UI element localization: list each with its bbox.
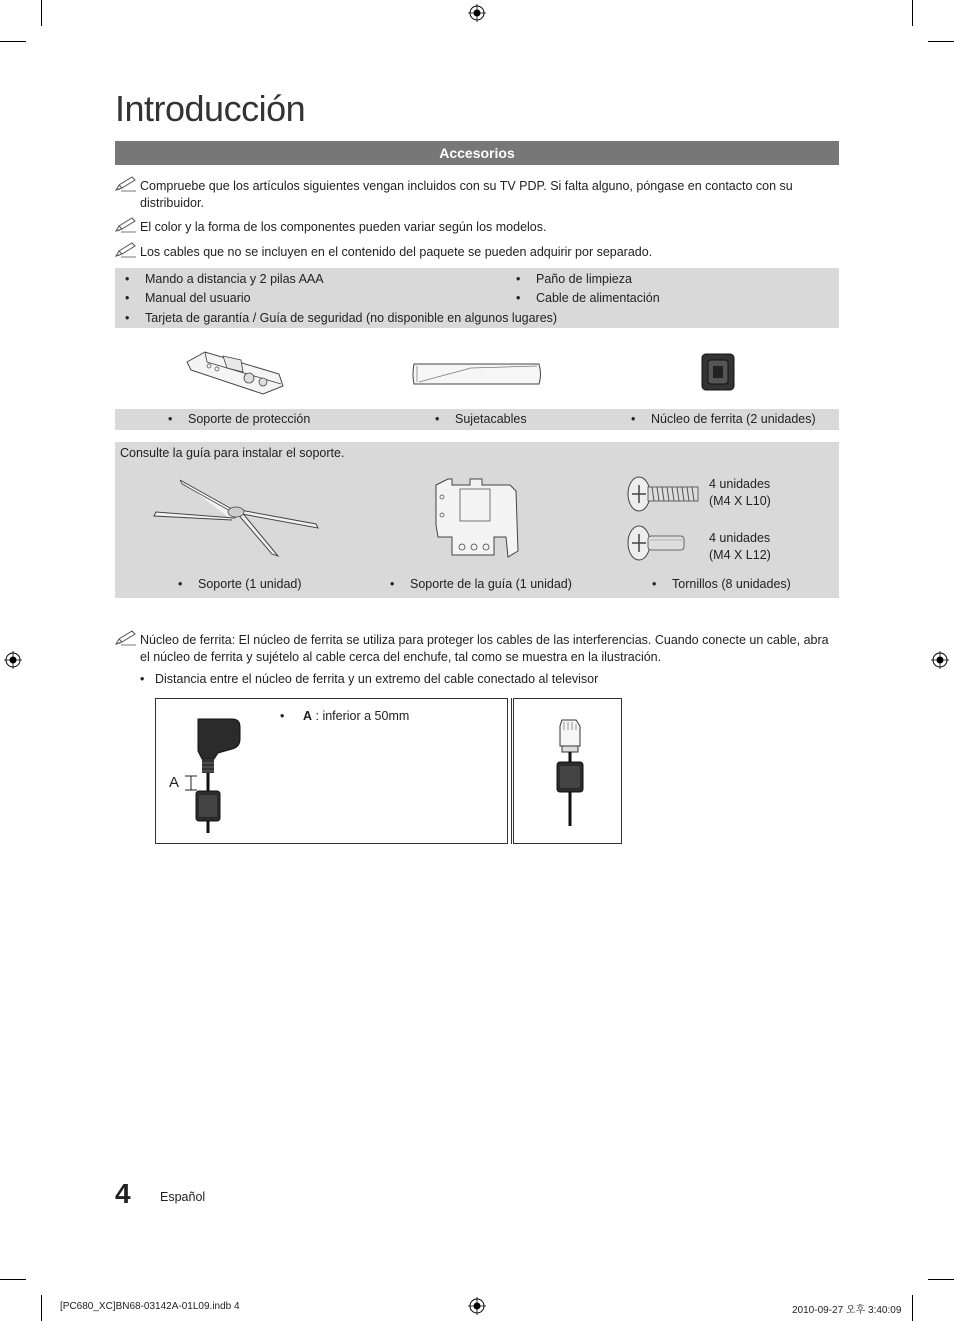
crop-mark — [912, 1295, 913, 1321]
crop-mark — [928, 1279, 954, 1280]
measure-letter: A — [303, 709, 313, 723]
screw2-size: (M4 X L12) — [709, 548, 771, 562]
page-number: 4 — [115, 1178, 131, 1209]
registration-mark-icon — [468, 4, 486, 22]
screw1-size: (M4 X L10) — [709, 494, 771, 508]
lan-plug-ferrite-illustration — [552, 716, 588, 828]
page-title: Introducción — [115, 88, 306, 129]
list-item: • Sujetacables — [435, 412, 527, 426]
page-language: Español — [160, 1190, 206, 1204]
item-label: Sujetacables — [455, 412, 527, 426]
note-text: El color y la forma de los componentes pueden variar según los modelos. — [140, 220, 547, 234]
item-label: Cable de alimentación — [536, 291, 660, 305]
print-date-info: 2010-09-27 오후 3:40:09 — [792, 1305, 902, 1316]
item-label: Soporte de protección — [188, 412, 311, 426]
note-cables — [115, 244, 839, 261]
crop-mark — [0, 1279, 26, 1280]
item-label: Mando a distancia y 2 pilas AAA — [145, 272, 324, 286]
screw-long-illustration — [626, 475, 702, 513]
item-label: Tarjeta de garantía / Guía de seguridad (no disponible en algunos lugares) — [145, 311, 558, 325]
item-label: Paño de limpieza — [536, 272, 632, 286]
item-label: Soporte (1 unidad) — [198, 577, 302, 591]
note-text: Los cables que no se incluyen en el contenido del paquete se pueden adquirir por separado. — [140, 245, 653, 259]
screw-short-illustration — [626, 524, 688, 562]
note-color — [115, 219, 839, 236]
crop-mark — [0, 41, 26, 42]
list-item: • Mando a distancia y 2 pilas AAA — [125, 272, 324, 286]
note-check-items — [115, 178, 839, 212]
pencil-note-icon — [115, 242, 137, 258]
ferrite-core-illustration — [700, 351, 736, 393]
protection-bracket-illustration — [183, 348, 287, 396]
pencil-note-icon — [115, 217, 137, 233]
note-text: Núcleo de ferrita: El núcleo de ferrita se utiliza para proteger los cables de las interferencias. Cuando conecte un cable, abra el núcleo de ferrita y sujételo al cable cerca del enchufe, tal como se muestra en la ilustración. — [140, 633, 829, 664]
screw2-qty: 4 unidades — [709, 531, 771, 545]
list-item: • Soporte de la guía (1 unidad) — [390, 577, 572, 591]
registration-mark-icon — [468, 1297, 486, 1315]
crop-mark — [928, 41, 954, 42]
crop-mark — [41, 1295, 42, 1321]
registration-mark-icon — [4, 651, 22, 669]
crop-mark — [41, 0, 42, 26]
registration-mark-icon — [931, 651, 949, 669]
cable-holder-illustration — [411, 360, 543, 388]
dimension-marker — [182, 775, 200, 791]
stand-illustration — [152, 478, 320, 560]
stand-heading: Consulte la guía para instalar el soporte. — [120, 446, 345, 460]
item-label: Núcleo de ferrita (2 unidades) — [651, 412, 816, 426]
screw1-qty: 4 unidades — [709, 477, 771, 491]
list-item: • Soporte de protección — [168, 412, 311, 426]
item-label: Tornillos (8 unidades) — [672, 577, 791, 591]
list-item: • Núcleo de ferrita (2 unidades) — [631, 412, 816, 426]
list-item: • Soporte (1 unidad) — [178, 577, 302, 591]
note-text: Compruebe que los artículos siguientes vengan incluidos con su TV PDP. Si falta alguno, póngase en contacto con su distribuidor. — [140, 179, 793, 210]
section-heading: Accesorios — [115, 141, 839, 165]
frame-divider — [507, 698, 512, 844]
crop-mark — [912, 0, 913, 26]
pencil-note-icon — [115, 176, 137, 192]
list-item: • Paño de limpieza — [516, 272, 632, 286]
note-ferrite — [115, 632, 839, 666]
list-item: • Cable de alimentación — [516, 291, 660, 305]
dimension-label-a: A — [169, 774, 180, 791]
item-label: Distancia entre el núcleo de ferrita y un extremo del cable conectado al televisor — [155, 672, 599, 686]
list-item: • Tornillos (8 unidades) — [652, 577, 791, 591]
list-item: • Distancia entre el núcleo de ferrita y un extremo del cable conectado al televisor — [140, 672, 599, 686]
print-file-info: [PC680_XC]BN68-03142A-01L09.indb 4 — [60, 1301, 240, 1312]
item-label: Soporte de la guía (1 unidad) — [410, 577, 572, 591]
measure-note: • A : inferior a 50mm — [280, 709, 410, 723]
item-label: Manual del usuario — [145, 291, 251, 305]
list-item: • Manual del usuario — [125, 291, 251, 305]
guide-stand-illustration — [430, 475, 522, 561]
pencil-note-icon — [115, 630, 137, 646]
list-item: • Tarjeta de garantía / Guía de seguridad (no disponible en algunos lugares) — [125, 311, 558, 325]
measure-text: : inferior a 50mm — [312, 709, 410, 723]
